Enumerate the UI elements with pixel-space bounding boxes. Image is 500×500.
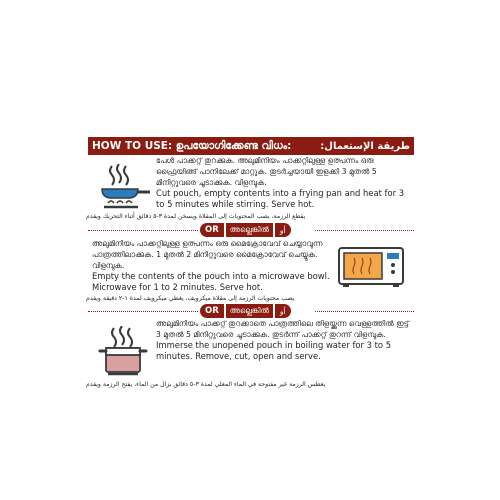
or-label-english: OR xyxy=(200,304,224,318)
or-label-malayalam: അല്ലെങ്കിൽ xyxy=(226,304,273,318)
how-to-use-header xyxy=(88,137,414,155)
or-separator xyxy=(88,304,414,318)
or-label-english: OR xyxy=(200,223,224,237)
or-badge xyxy=(200,304,291,318)
or-label-arabic: أو xyxy=(275,223,291,237)
method-boiling-english: Immerse the unopened pouch in boiling water for 3 to 5 minutes. Remove, cut, open and serve. xyxy=(156,340,392,361)
header-title-arabic: طريقة الإستعمال: xyxy=(320,140,410,152)
method-boiling-arabic-row xyxy=(86,380,416,390)
method-stovetop-malayalam: പേൾ പാക്കറ്റ് തുറക്കുക. അലുമിനിയം പാക്കറ്റിലുള്ള ഉത്പന്നം ഒരു ഫ്രൈയിങ്ങ് പാനിലേക്ക് മാറ്റുക. തുടർച്ചയായി ഇളക്കി 3 മുതൽ 5 മിനിറ്റുവരെ ചൂടാക്കുക. വിളമ്പുക. xyxy=(156,156,377,187)
or-badge xyxy=(200,223,291,237)
method-stovetop-arabic: يقطع الرزمة، يصب المحتويات إلى المقلاة ويسخن لمدة ٣-٥ دقائق أثناء التحريك ويقدم xyxy=(86,213,306,220)
separator-line-right xyxy=(315,311,414,312)
method-microwave-arabic-row xyxy=(86,294,416,304)
separator-line-left xyxy=(88,311,198,312)
method-microwave-arabic: يصب محتويات الرزمة إلى مقلاة ميكرويف، يغطي ميكرويف لمدة ١-٢ دقيقة ويقدم xyxy=(86,295,295,302)
header-title: HOW TO USE: ഉപയോഗിക്കേണ്ട വിധം: xyxy=(92,139,292,152)
method-stovetop-text xyxy=(156,155,414,210)
or-separator xyxy=(88,223,414,237)
separator-line-right xyxy=(315,230,414,231)
or-label-malayalam: അല്ലെങ്കിൽ xyxy=(226,223,273,237)
method-boiling-arabic: يغطس الرزمة غير مفتوحة في الماء المغلي لمدة ٣-٥ دقائق يزال من الماء، يفتح الرزمة ويقدم xyxy=(86,381,326,388)
method-boiling-text xyxy=(156,318,414,362)
or-label-arabic: أو xyxy=(275,304,291,318)
method-boiling-malayalam: അലുമിനിയം പാക്കറ്റ് തുറക്കാതെ പാത്രത്തിലെ തിളയ്ക്കുന്ന വെള്ളത്തിൽ ഇട്ട് 3 മുതൽ 5 മിനിറ്റുവരെ ചൂടാക്കുക. തുടർന്ന് പാക്കറ്റ് തുറന്ന് വിളമ്പുക. xyxy=(156,319,409,339)
method-stovetop-english: Cut pouch, empty contents into a frying pan and heat for 3 to 5 minutes while stirring. Serve hot. xyxy=(156,188,405,209)
microwave-oven-icon xyxy=(338,246,404,288)
method-microwave-malayalam: അലുമിനിയം പാക്കറ്റിലുള്ള ഉത്പന്നം ഒരു മൈക്രോവേവ് ചെയ്യാവുന്ന പാത്രത്തിലാക്കുക. 1 മുതൽ 2 മിനിറ്റുവരെ മൈക്രോവേവ് ചെയ്യുക. വിളമ്പുക. xyxy=(92,239,323,270)
boiling-pot-icon xyxy=(98,326,148,378)
method-stovetop-arabic-row xyxy=(86,212,416,222)
method-microwave-text xyxy=(92,238,332,293)
method-microwave-english: Empty the contents of the pouch into a microwave bowl. Microwave for 1 to 2 minutes. Serve hot. xyxy=(92,271,330,292)
separator-line-left xyxy=(88,230,198,231)
frying-pan-on-stove-icon xyxy=(98,164,150,214)
